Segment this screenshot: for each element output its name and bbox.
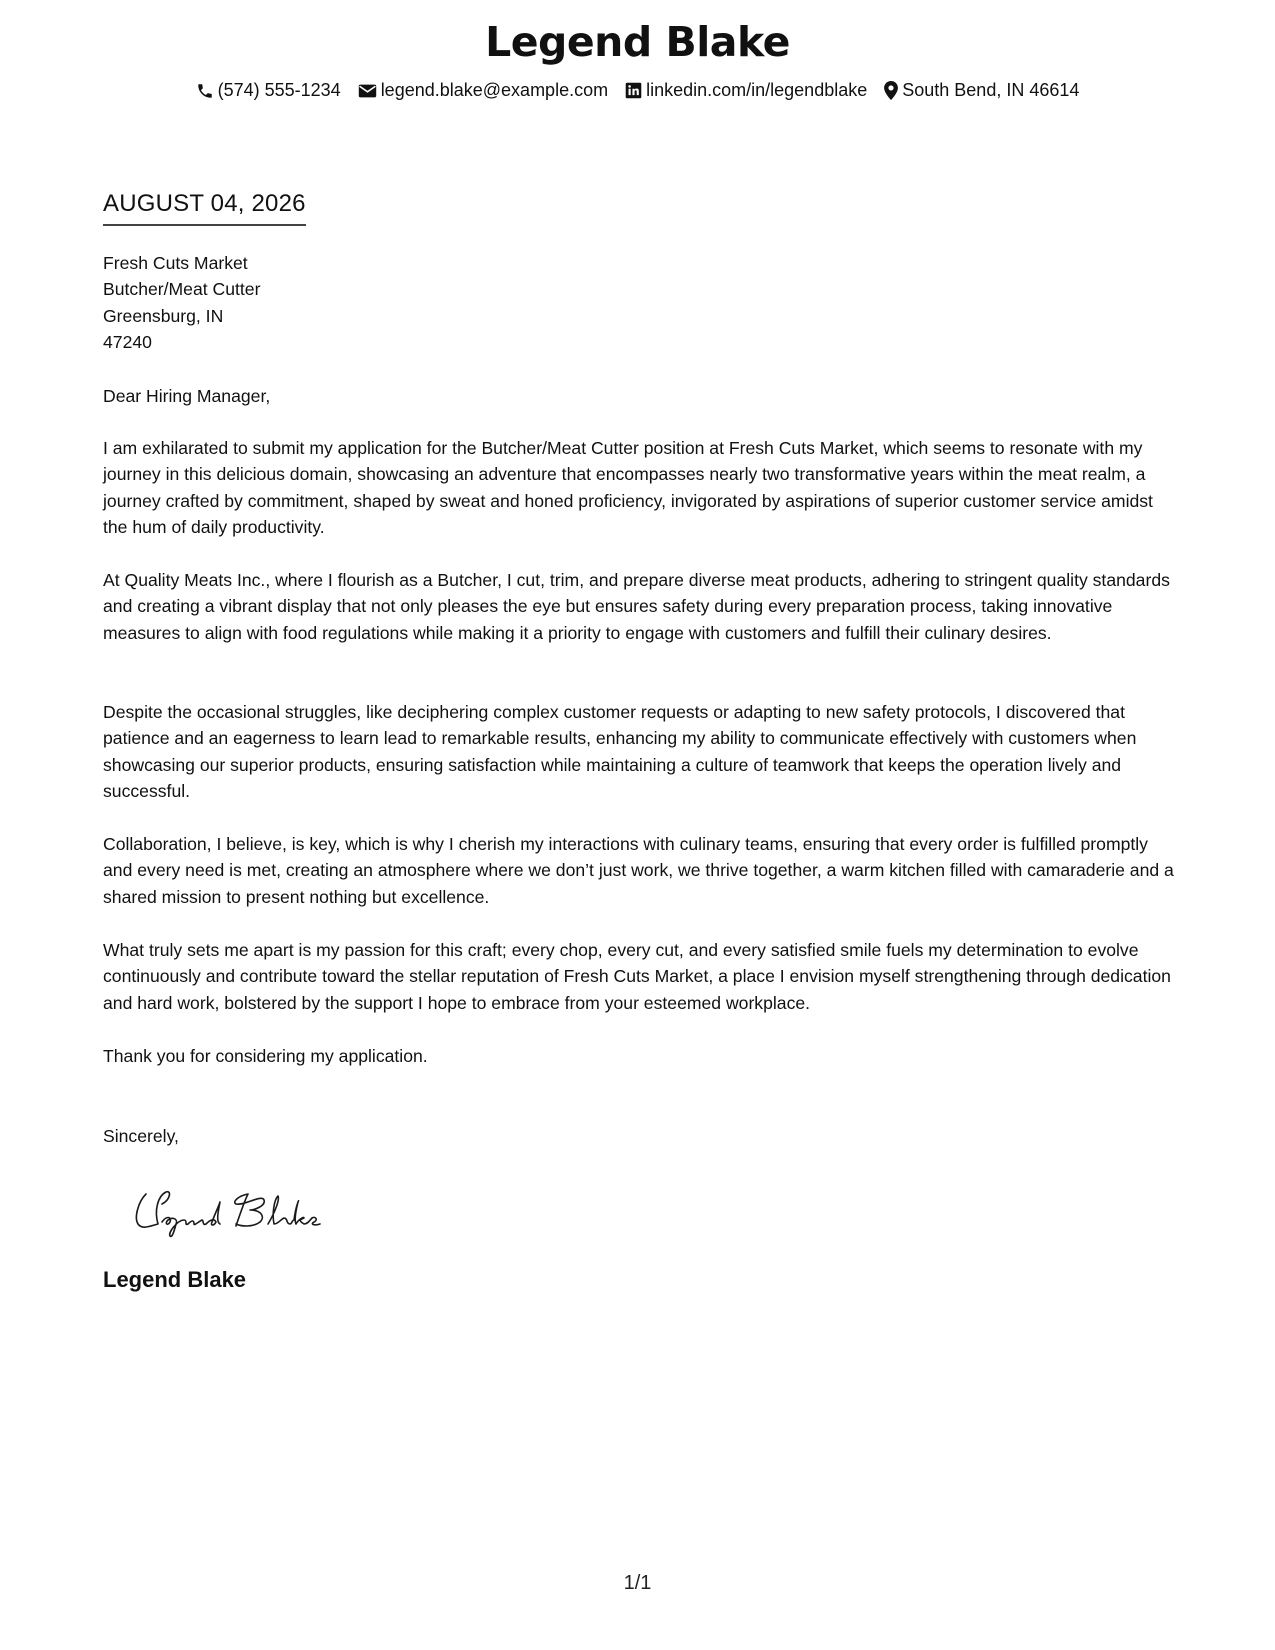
body-paragraph: What truly sets me apart is my passion for this craft; every chop, every cut, and every satisfied smile fuels my determination to evolve continuously and contribute toward the stellar reputation of Fresh Cuts Market, a place I envision myself strengthening through dedication and hard work, bolstered by the support I hope to embrace from your esteemed workplace. bbox=[103, 940, 1171, 1013]
body-paragraph: Despite the occasional struggles, like deciphering complex customer requests or adapting to new safety protocols, I discovered that patience and an eagerness to learn lead to remarkable results, enhancing my ability to communicate effectively with customers when showcasing our superior products, ensuring satisfaction while maintaining a culture of teamwork that keeps the operation lively and successful. bbox=[103, 702, 1137, 801]
body-paragraph: Collaboration, I believe, is key, which is why I cherish my interactions with culinary teams, ensuring that every order is fulfilled promptly and every need is met, creating an atmosphere where we don’t just work, we thrive together, a warm kitchen filled with camaraderie and a shared mission to present nothing but excellence. bbox=[103, 834, 1174, 907]
signed-name: Legend Blake bbox=[103, 1267, 247, 1292]
linkedin-text: linkedin.com/in/legendblake bbox=[646, 80, 868, 100]
phone-icon bbox=[196, 82, 214, 100]
recipient-company: Fresh Cuts Market bbox=[103, 253, 248, 273]
contact-phone bbox=[196, 80, 341, 101]
contact-email bbox=[358, 80, 608, 101]
recipient-zip: 47240 bbox=[103, 331, 152, 352]
location-text: South Bend, IN 46614 bbox=[902, 80, 1080, 100]
greeting: Dear Hiring Manager, bbox=[103, 386, 271, 406]
recipient-block bbox=[103, 250, 1178, 355]
body-paragraph: At Quality Meats Inc., where I flourish as a Butcher, I cut, trim, and prepare diverse meat products, adhering to stringent quality standards and creating a vibrant display that not only pleases the eye but ensures safety during every preparation process, taking innovative measures to align with food regulations while making it a priority to engage with customers and fulfill their culinary desires. bbox=[103, 570, 1170, 643]
email-text: legend.blake@example.com bbox=[380, 80, 609, 100]
letter-date: AUGUST 04, 2026 bbox=[103, 190, 306, 226]
signature-image bbox=[128, 1180, 348, 1240]
recipient-city-state: Greensburg, IN bbox=[103, 305, 224, 326]
contact-linkedin bbox=[625, 80, 867, 101]
contact-info bbox=[0, 80, 1275, 101]
applicant-name: Legend Blake bbox=[485, 18, 790, 66]
page-number: 1/1 bbox=[623, 1572, 652, 1594]
contact-location bbox=[884, 80, 1079, 101]
recipient-position: Butcher/Meat Cutter bbox=[103, 279, 261, 300]
closing: Sincerely, bbox=[103, 1126, 179, 1146]
body-paragraph: I am exhilarated to submit my application for the Butcher/Meat Cutter position at Fresh Cuts Market, which seems to resonate with my journey in this delicious domain, showcasing an adventure that encompasses nearly two transformative years within the meat realm, a journey crafted by commitment, shaped by sweat and honed proficiency, invigorated by aspirations of superior customer service amidst the hum of daily productivity. bbox=[103, 438, 1153, 537]
phone-text: (574) 555-1234 bbox=[217, 80, 341, 100]
thanks-line: Thank you for considering my application. bbox=[103, 1046, 428, 1066]
envelope-icon bbox=[358, 83, 377, 99]
linkedin-icon bbox=[625, 82, 642, 99]
map-pin-icon bbox=[884, 81, 898, 100]
